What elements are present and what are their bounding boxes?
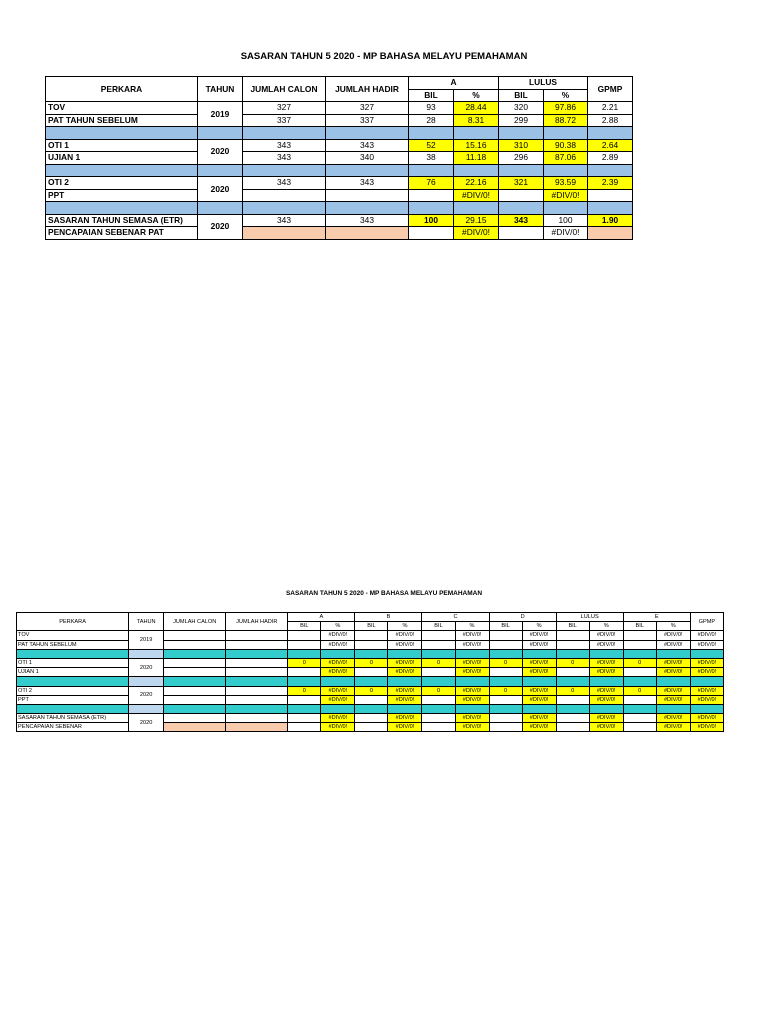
cell-lulus-pct: 100	[544, 214, 588, 227]
cell-hadir	[226, 714, 288, 723]
table-row	[46, 139, 633, 152]
separator-row	[46, 202, 633, 215]
cell-pct: #DIV/0!	[321, 714, 355, 723]
cell-pct: #DIV/0!	[589, 640, 623, 649]
cell-bil: 0	[422, 686, 455, 695]
header-grade: D	[489, 613, 556, 622]
row-perkara: SASARAN TAHUN SEMASA (ETR)	[46, 214, 198, 227]
separator-row	[46, 127, 633, 140]
separator-row	[46, 164, 633, 177]
cell-gpmp: #DIV/0!	[690, 640, 723, 649]
header-grade: C	[422, 613, 489, 622]
table-row	[17, 723, 724, 732]
cell-a-bil: 38	[409, 152, 454, 165]
row-perkara: OTI 2	[17, 686, 129, 695]
row-tahun: 2020	[198, 177, 243, 202]
cell-calon: 337	[243, 114, 326, 127]
cell-bil: 0	[288, 658, 321, 667]
cell-bil	[288, 631, 321, 640]
cell-bil	[489, 695, 522, 704]
cell-lulus-pct: 90.38	[544, 139, 588, 152]
table-row	[46, 102, 633, 115]
separator-row	[17, 649, 724, 658]
table2	[16, 612, 724, 732]
row-tahun: 2020	[198, 139, 243, 164]
cell-hadir	[226, 668, 288, 677]
cell-gpmp: 2.39	[588, 177, 633, 190]
cell-pct: #DIV/0!	[656, 695, 690, 704]
header-grade: B	[355, 613, 422, 622]
table-row	[46, 189, 633, 202]
header-perkara: PERKARA	[46, 77, 198, 102]
cell-pct: #DIV/0!	[455, 695, 489, 704]
cell-calon: 327	[243, 102, 326, 115]
cell-hadir: 340	[326, 152, 409, 165]
cell-pct: #DIV/0!	[321, 723, 355, 732]
cell-bil: 0	[355, 658, 388, 667]
cell-bil	[288, 714, 321, 723]
cell-a-bil: 28	[409, 114, 454, 127]
table-row	[46, 177, 633, 190]
row-perkara: PAT TAHUN SEBELUM	[17, 640, 129, 649]
cell-lulus-pct: 97.86	[544, 102, 588, 115]
table-row	[17, 640, 724, 649]
table-row	[46, 152, 633, 165]
table-row	[17, 631, 724, 640]
cell-gpmp: 2.89	[588, 152, 633, 165]
cell-bil	[288, 668, 321, 677]
cell-bil: 0	[623, 658, 656, 667]
cell-gpmp	[588, 189, 633, 202]
cell-bil	[422, 668, 455, 677]
table-row	[17, 668, 724, 677]
cell-lulus-bil: 296	[499, 152, 544, 165]
header-bil: BIL	[355, 622, 388, 631]
table-row	[46, 114, 633, 127]
cell-hadir: 327	[326, 102, 409, 115]
cell-gpmp: 2.88	[588, 114, 633, 127]
cell-pct: #DIV/0!	[388, 714, 422, 723]
header-bil: BIL	[556, 622, 589, 631]
cell-hadir: 343	[326, 177, 409, 190]
cell-gpmp: #DIV/0!	[690, 714, 723, 723]
cell-lulus-pct: #DIV/0!	[544, 189, 588, 202]
cell-pct: #DIV/0!	[589, 723, 623, 732]
cell-pct: #DIV/0!	[455, 631, 489, 640]
cell-bil	[556, 723, 589, 732]
cell-pct: #DIV/0!	[522, 668, 556, 677]
cell-gpmp: #DIV/0!	[690, 658, 723, 667]
cell-pct: #DIV/0!	[455, 668, 489, 677]
cell-bil	[556, 695, 589, 704]
cell-pct: #DIV/0!	[656, 640, 690, 649]
header-pct: %	[388, 622, 422, 631]
header-jumlah-calon: JUMLAH CALON	[243, 77, 326, 102]
cell-pct: #DIV/0!	[388, 668, 422, 677]
cell-calon	[164, 695, 226, 704]
table1-title: SASARAN TAHUN 5 2020 - MP BAHASA MELAYU PEMAHAMAN	[240, 51, 528, 62]
cell-bil: 0	[489, 658, 522, 667]
row-perkara: OTI 2	[46, 177, 198, 190]
header-pct: %	[589, 622, 623, 631]
header-pct: %	[522, 622, 556, 631]
cell-bil: 0	[623, 686, 656, 695]
cell-bil	[623, 631, 656, 640]
cell-hadir	[226, 640, 288, 649]
cell-calon	[164, 631, 226, 640]
cell-bil	[355, 695, 388, 704]
cell-bil	[556, 714, 589, 723]
cell-pct: #DIV/0!	[589, 658, 623, 667]
header-jumlah-hadir: JUMLAH HADIR	[326, 77, 409, 102]
cell-bil	[623, 695, 656, 704]
header-pct: %	[321, 622, 355, 631]
cell-pct: #DIV/0!	[522, 631, 556, 640]
cell-pct: #DIV/0!	[455, 658, 489, 667]
header-lulus: LULUS	[499, 77, 588, 90]
cell-pct: #DIV/0!	[321, 668, 355, 677]
cell-pct: #DIV/0!	[522, 640, 556, 649]
cell-gpmp: 2.21	[588, 102, 633, 115]
table2-title: SASARAN TAHUN 5 2020 - MP BAHASA MELAYU PEMAHAMAN	[285, 590, 483, 597]
cell-hadir	[226, 686, 288, 695]
row-perkara: TOV	[17, 631, 129, 640]
header-a: A	[409, 77, 499, 90]
cell-calon: 343	[243, 139, 326, 152]
header-pct: %	[656, 622, 690, 631]
row-perkara: PAT TAHUN SEBELUM	[46, 114, 198, 127]
header-jumlah-hadir: JUMLAH HADIR	[226, 613, 288, 631]
cell-a-bil: 93	[409, 102, 454, 115]
row-perkara: PPT	[46, 189, 198, 202]
cell-pct: #DIV/0!	[522, 723, 556, 732]
cell-bil	[422, 631, 455, 640]
cell-pct: #DIV/0!	[388, 640, 422, 649]
cell-calon	[243, 189, 326, 202]
row-perkara: SASARAN TAHUN SEMASA (ETR)	[17, 714, 129, 723]
cell-a-bil: 100	[409, 214, 454, 227]
cell-bil	[556, 668, 589, 677]
row-perkara: OTI 1	[17, 658, 129, 667]
cell-pct: #DIV/0!	[455, 640, 489, 649]
cell-pct: #DIV/0!	[321, 686, 355, 695]
header-gpmp: GPMP	[588, 77, 633, 102]
cell-a-pct: #DIV/0!	[454, 227, 499, 240]
cell-pct: #DIV/0!	[656, 686, 690, 695]
cell-pct: #DIV/0!	[589, 631, 623, 640]
cell-a-bil: 52	[409, 139, 454, 152]
row-perkara: UJIAN 1	[17, 668, 129, 677]
table-row	[46, 227, 633, 240]
cell-bil	[288, 640, 321, 649]
cell-hadir: 343	[326, 139, 409, 152]
table1	[45, 76, 633, 240]
row-perkara: OTI 1	[46, 139, 198, 152]
header-jumlah-calon: JUMLAH CALON	[164, 613, 226, 631]
cell-pct: #DIV/0!	[656, 668, 690, 677]
cell-bil: 0	[355, 686, 388, 695]
separator-row	[17, 677, 724, 686]
cell-bil	[489, 714, 522, 723]
row-perkara: PENCAPAIAN SEBENAR	[17, 723, 129, 732]
header-lulus-pct: %	[544, 89, 588, 102]
cell-pct: #DIV/0!	[656, 658, 690, 667]
table-row	[17, 714, 724, 723]
cell-bil	[422, 714, 455, 723]
cell-hadir	[226, 658, 288, 667]
cell-hadir: 343	[326, 214, 409, 227]
cell-a-bil	[409, 189, 454, 202]
cell-calon	[164, 714, 226, 723]
header-grade: LULUS	[556, 613, 623, 622]
row-tahun: 2019	[198, 102, 243, 127]
cell-gpmp: #DIV/0!	[690, 631, 723, 640]
table2-header-row	[17, 613, 724, 622]
row-perkara: UJIAN 1	[46, 152, 198, 165]
row-tahun: 2020	[198, 214, 243, 239]
cell-calon: 343	[243, 214, 326, 227]
cell-lulus-bil	[499, 227, 544, 240]
cell-bil: 0	[489, 686, 522, 695]
cell-a-pct: 8.31	[454, 114, 499, 127]
cell-gpmp: 1.90	[588, 214, 633, 227]
cell-pct: #DIV/0!	[522, 658, 556, 667]
header-tahun: TAHUN	[129, 613, 164, 631]
cell-a-pct: 15.16	[454, 139, 499, 152]
header-tahun: TAHUN	[198, 77, 243, 102]
row-perkara: PPT	[17, 695, 129, 704]
header-a-pct: %	[454, 89, 499, 102]
separator-row	[17, 704, 724, 713]
cell-calon	[164, 668, 226, 677]
cell-pct: #DIV/0!	[522, 686, 556, 695]
header-lulus-bil: BIL	[499, 89, 544, 102]
header-gpmp: GPMP	[690, 613, 723, 631]
cell-lulus-bil	[499, 189, 544, 202]
header-bil: BIL	[489, 622, 522, 631]
cell-pct: #DIV/0!	[522, 695, 556, 704]
cell-hadir	[226, 723, 288, 732]
cell-lulus-pct: #DIV/0!	[544, 227, 588, 240]
header-grade: A	[288, 613, 355, 622]
cell-bil: 0	[556, 658, 589, 667]
cell-bil	[489, 668, 522, 677]
cell-lulus-bil: 321	[499, 177, 544, 190]
cell-bil: 0	[556, 686, 589, 695]
cell-pct: #DIV/0!	[388, 695, 422, 704]
table-row	[17, 695, 724, 704]
cell-lulus-bil: 299	[499, 114, 544, 127]
header-bil: BIL	[623, 622, 656, 631]
cell-bil	[623, 668, 656, 677]
cell-pct: #DIV/0!	[589, 668, 623, 677]
cell-pct: #DIV/0!	[321, 631, 355, 640]
cell-bil: 0	[422, 658, 455, 667]
cell-hadir	[226, 695, 288, 704]
cell-lulus-bil: 310	[499, 139, 544, 152]
cell-bil	[623, 640, 656, 649]
cell-lulus-bil: 320	[499, 102, 544, 115]
row-tahun: 2019	[129, 631, 164, 649]
row-tahun: 2020	[129, 714, 164, 732]
cell-gpmp: #DIV/0!	[690, 695, 723, 704]
cell-bil	[355, 714, 388, 723]
cell-a-pct: 22.16	[454, 177, 499, 190]
table-row	[17, 658, 724, 667]
cell-pct: #DIV/0!	[656, 723, 690, 732]
cell-a-bil	[409, 227, 454, 240]
cell-bil	[489, 723, 522, 732]
cell-pct: #DIV/0!	[455, 686, 489, 695]
cell-pct: #DIV/0!	[589, 686, 623, 695]
cell-hadir	[326, 227, 409, 240]
cell-bil	[422, 640, 455, 649]
cell-gpmp: 2.64	[588, 139, 633, 152]
cell-lulus-pct: 87.06	[544, 152, 588, 165]
row-perkara: TOV	[46, 102, 198, 115]
header-a-bil: BIL	[409, 89, 454, 102]
cell-bil	[355, 723, 388, 732]
cell-gpmp: #DIV/0!	[690, 668, 723, 677]
cell-calon	[164, 658, 226, 667]
cell-bil	[489, 631, 522, 640]
table-row	[46, 214, 633, 227]
cell-lulus-pct: 88.72	[544, 114, 588, 127]
cell-pct: #DIV/0!	[388, 723, 422, 732]
cell-bil	[355, 668, 388, 677]
cell-pct: #DIV/0!	[321, 695, 355, 704]
cell-pct: #DIV/0!	[321, 658, 355, 667]
cell-pct: #DIV/0!	[321, 640, 355, 649]
row-tahun: 2020	[129, 658, 164, 676]
cell-a-pct: #DIV/0!	[454, 189, 499, 202]
row-tahun: 2020	[129, 686, 164, 704]
cell-pct: #DIV/0!	[522, 714, 556, 723]
cell-bil	[288, 695, 321, 704]
cell-calon	[164, 686, 226, 695]
header-pct: %	[455, 622, 489, 631]
cell-pct: #DIV/0!	[388, 658, 422, 667]
cell-pct: #DIV/0!	[589, 695, 623, 704]
header-perkara: PERKARA	[17, 613, 129, 631]
cell-hadir: 337	[326, 114, 409, 127]
cell-a-pct: 11.18	[454, 152, 499, 165]
cell-pct: #DIV/0!	[388, 686, 422, 695]
cell-calon: 343	[243, 152, 326, 165]
cell-hadir	[226, 631, 288, 640]
header-grade: E	[623, 613, 690, 622]
cell-bil: 0	[288, 686, 321, 695]
cell-bil	[556, 640, 589, 649]
cell-bil	[355, 640, 388, 649]
cell-pct: #DIV/0!	[455, 723, 489, 732]
cell-calon: 343	[243, 177, 326, 190]
cell-lulus-bil: 343	[499, 214, 544, 227]
cell-bil	[623, 714, 656, 723]
cell-bil	[422, 695, 455, 704]
cell-pct: #DIV/0!	[656, 631, 690, 640]
cell-pct: #DIV/0!	[656, 714, 690, 723]
cell-gpmp: #DIV/0!	[690, 686, 723, 695]
cell-pct: #DIV/0!	[455, 714, 489, 723]
header-bil: BIL	[288, 622, 321, 631]
cell-hadir	[326, 189, 409, 202]
table-row	[17, 686, 724, 695]
cell-calon	[164, 640, 226, 649]
cell-bil	[422, 723, 455, 732]
cell-a-bil: 76	[409, 177, 454, 190]
cell-bil	[556, 631, 589, 640]
row-perkara: PENCAPAIAN SEBENAR PAT	[46, 227, 198, 240]
cell-bil	[489, 640, 522, 649]
cell-lulus-pct: 93.59	[544, 177, 588, 190]
cell-pct: #DIV/0!	[589, 714, 623, 723]
cell-bil	[623, 723, 656, 732]
cell-bil	[355, 631, 388, 640]
cell-calon	[243, 227, 326, 240]
cell-pct: #DIV/0!	[388, 631, 422, 640]
cell-a-pct: 28.44	[454, 102, 499, 115]
cell-gpmp	[588, 227, 633, 240]
cell-bil	[288, 723, 321, 732]
cell-calon	[164, 723, 226, 732]
header-bil: BIL	[422, 622, 455, 631]
cell-gpmp: #DIV/0!	[690, 723, 723, 732]
cell-a-pct: 29.15	[454, 214, 499, 227]
